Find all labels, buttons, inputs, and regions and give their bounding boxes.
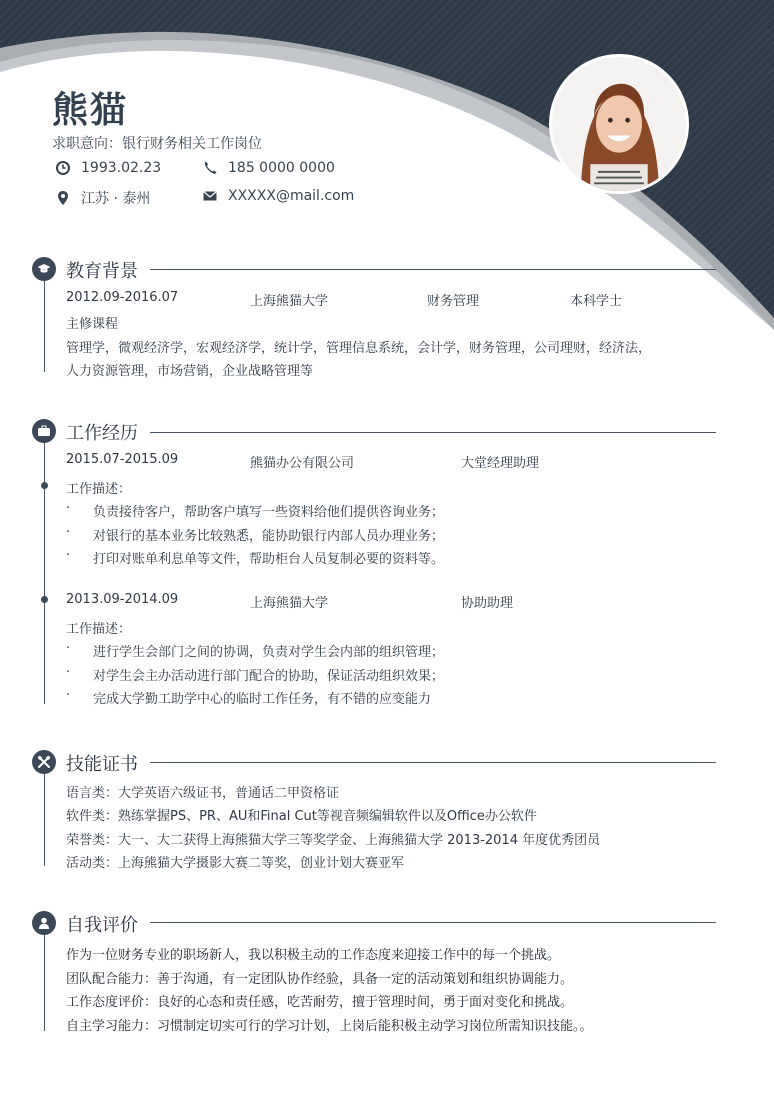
- email-info: [202, 188, 354, 204]
- work-section-icon: [32, 419, 56, 443]
- birth-date: 1993.02.23: [81, 160, 162, 176]
- mail-icon: [202, 188, 218, 204]
- user-icon: [37, 916, 51, 930]
- education-rule: [150, 269, 716, 270]
- job1-role: 大堂经理助理: [461, 456, 540, 471]
- edu-courses-label: 主修课程: [66, 317, 119, 332]
- job2-role: 协助助理: [461, 596, 514, 611]
- self-title: 自我评价: [66, 911, 146, 937]
- edu-degree: 本科学士: [570, 294, 623, 309]
- job1-item2: 对银行的基本业务比较熟悉，能协助银行内部人员办理业务；: [93, 529, 445, 544]
- edu-school: 上海熊猫大学: [250, 294, 329, 309]
- job2-org: 上海熊猫大学: [250, 596, 329, 611]
- graduation-cap-icon: [37, 262, 51, 276]
- work-rule: [150, 432, 716, 433]
- job1-period: 2015.07-2015.09: [66, 452, 179, 467]
- self-line-2: 团队配合能力：善于沟通，有一定团队协作经验，具备一定的活动策划和组织协调能力。: [66, 972, 574, 987]
- self-line-4: 自主学习能力：习惯制定切实可行的学习计划，上岗后能积极主动学习岗位所需知识技能。。: [66, 1019, 593, 1034]
- job1-desc-label: 工作描述：: [66, 482, 132, 497]
- skill-line-3: 荣誉类：大一、大二获得上海熊猫大学三等奖学金、上海熊猫大学 2013-2014 年度优秀团员: [66, 833, 601, 848]
- location-pin-icon: [55, 190, 71, 206]
- clock-icon: [55, 160, 71, 176]
- bullet: ·: [66, 548, 71, 563]
- timeline-line-skills: [44, 772, 45, 866]
- edu-period: 2012.09-2016.07: [66, 290, 179, 305]
- edu-courses-line2: 人力资源管理，市场营销，企业战略管理等: [66, 364, 314, 379]
- skill-line-1: 语言类：大学英语六级证书，普通话二甲资格证: [66, 786, 340, 801]
- job2-item3: 完成大学勤工助学中心的临时工作任务，有不错的应变能力: [93, 692, 432, 707]
- bullet: ·: [66, 525, 71, 540]
- skills-title: 技能证书: [66, 750, 146, 776]
- job1-item3: 打印对账单利息单等文件，帮助柜台人员复制必要的资料等。: [93, 552, 445, 567]
- job2-item1: 进行学生会部门之间的协调，负责对学生会内部的组织管理；: [93, 645, 445, 660]
- phone-info: [202, 160, 335, 176]
- skills-rule: [150, 762, 716, 763]
- phone-number: 185 0000 0000: [228, 160, 335, 176]
- job2-dot: [41, 596, 48, 603]
- edu-major: 财务管理: [427, 294, 480, 309]
- work-title: 工作经历: [66, 419, 146, 445]
- job1-org: 熊猫办公有限公司: [250, 456, 355, 471]
- location-info: [55, 188, 150, 208]
- skill-line-2: 软件类：熟练掌握PS、PR、AU和Final Cut等视音频编辑软件以及Office办公软件: [66, 809, 537, 824]
- edu-courses-line1: 管理学，微观经济学，宏观经济学，统计学，管理信息系统，会计学，财务管理，公司理财，经济法，: [66, 341, 652, 356]
- skills-section-icon: [32, 750, 56, 774]
- email: XXXXX@mail.com: [228, 188, 355, 204]
- job2-period: 2013.09-2014.09: [66, 592, 179, 607]
- bullet: ·: [66, 665, 71, 680]
- bullet: ·: [66, 641, 71, 656]
- self-line-3: 工作态度评价：良好的心态和责任感，吃苦耐劳，擅于管理时间，勇于面对变化和挑战。: [66, 995, 574, 1010]
- timeline-line-education: [44, 280, 45, 372]
- location: 江苏 · 泰州: [81, 191, 151, 207]
- education-title: 教育背景: [66, 257, 146, 283]
- bullet: ·: [66, 688, 71, 703]
- education-section-icon: [32, 257, 56, 281]
- self-line-1: 作为一位财务专业的职场新人，我以积极主动的工作态度来迎接工作中的每一个挑战。: [66, 948, 561, 963]
- tools-icon: [37, 755, 51, 769]
- self-rule: [150, 922, 716, 923]
- job2-item2: 对学生会主办活动进行部门配合的协助，保证活动组织效果；: [93, 669, 445, 684]
- phone-icon: [202, 160, 218, 176]
- job1-item1: 负责接待客户，帮助客户填写一些资料给他们提供咨询业务；: [93, 505, 445, 520]
- briefcase-icon: [37, 424, 51, 438]
- job-intent: 求职意向：银行财务相关工作岗位: [52, 136, 262, 152]
- job2-desc-label: 工作描述：: [66, 622, 132, 637]
- self-section-icon: [32, 911, 56, 935]
- bullet: ·: [66, 501, 71, 516]
- candidate-name: 熊猫: [52, 90, 129, 131]
- profile-photo: [549, 54, 689, 194]
- birth-info: [55, 160, 161, 176]
- skill-line-4: 活动类：上海熊猫大学摄影大赛二等奖，创业计划大赛亚军: [66, 856, 405, 871]
- timeline-line-self: [44, 933, 45, 1031]
- job1-dot: [41, 482, 48, 489]
